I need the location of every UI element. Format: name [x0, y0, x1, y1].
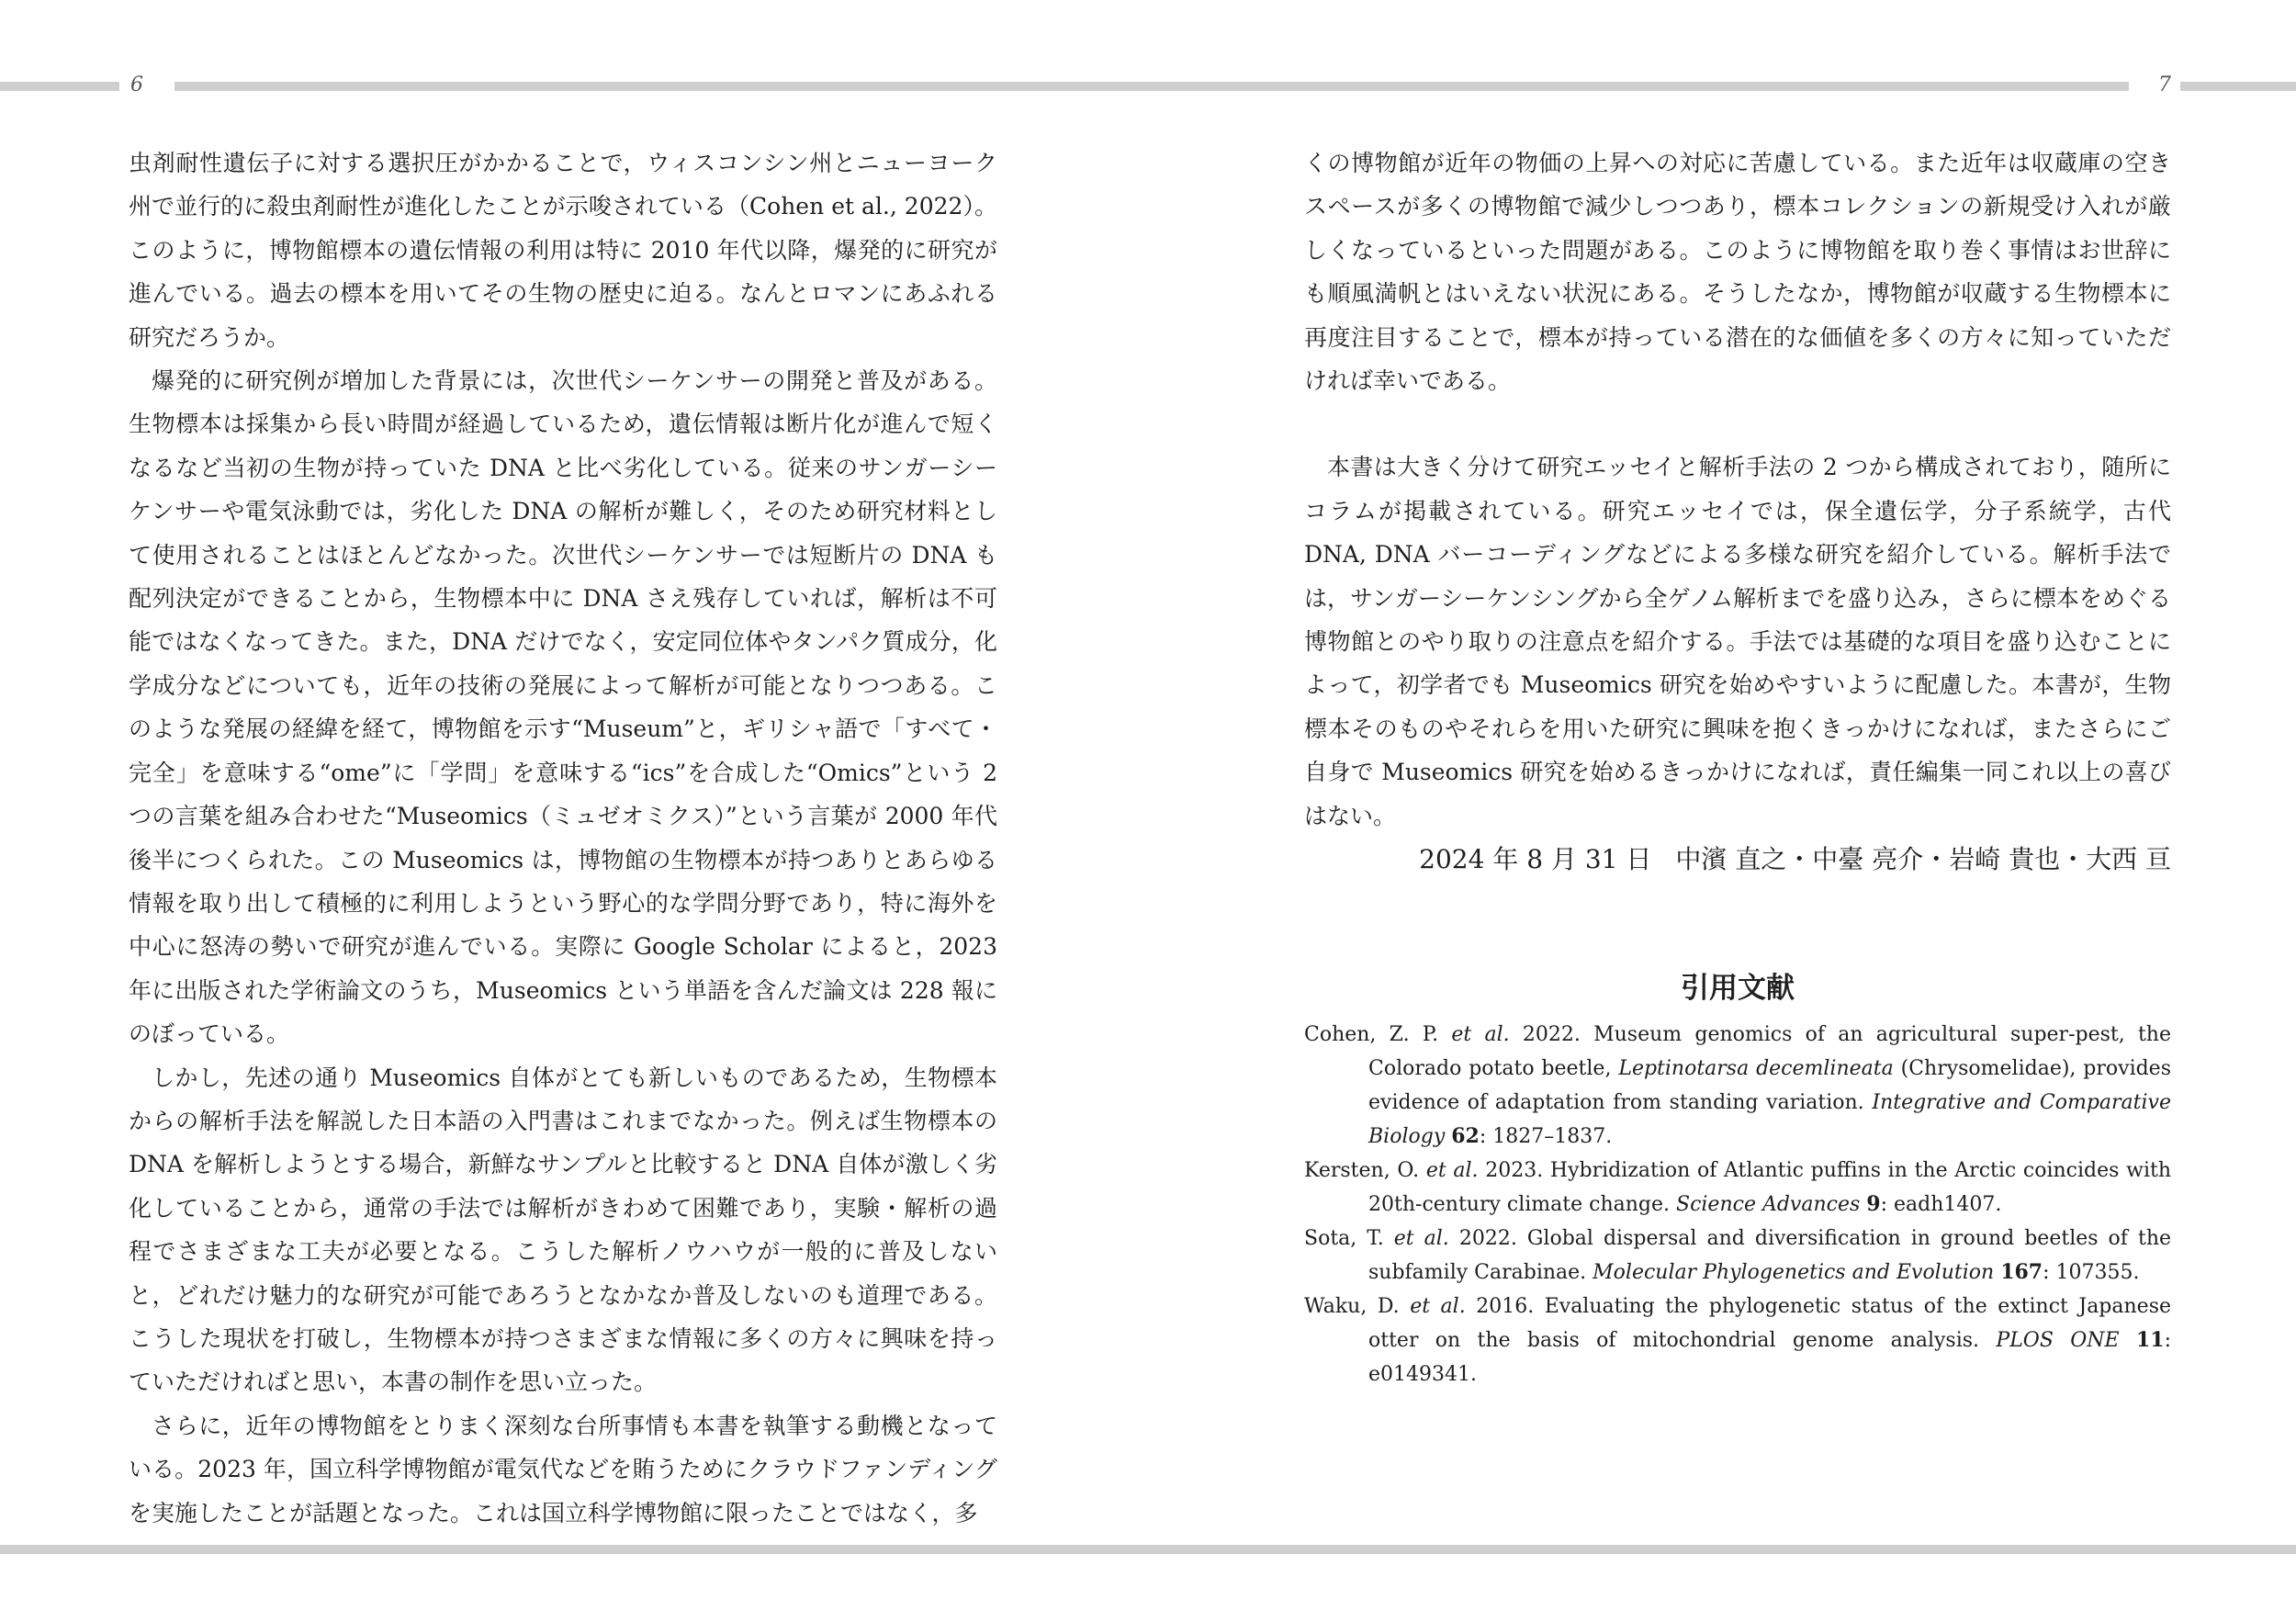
- right-page-body: [1304, 141, 2171, 838]
- signature-authors: 中濱 直之・中臺 亮介・岩崎 貴也・大西 亘: [1675, 844, 2171, 874]
- references-title: 引用文献: [1681, 972, 1795, 1005]
- body-paragraph: 爆発的に研究例が増加した背景には，次世代シーケンサーの開発と普及がある。生物標本は採集から長い時間が経過しているため，遺伝情報は断片化が進んで短くなるなど当初の生物が持っていた DNA と比べ劣化している。従来のサンガーシーケンサーや電気泳動では，劣化した DNA の解析が難しく，そのため研究材料として使用されることはほとんどなかった。次世代シーケンサーでは短断片の DNA も配列決定ができることから，生物標本中に DNA さえ残存していれば，解析は不可能ではなくなってきた。また，DNA だけでなく，安定同位体やタンパク質成分，化学成分などについても，近年の技術の発展によって解析が可能となりつつある。このような発展の経緯を経て，博物館を示す“Museum”と，ギリシャ語で「すべて・完全」を意味する“ome”に「学問」を意味する“ics”を合成した“Omics”という 2 つの言葉を組み合わせた“Museomics（ミュゼオミクス）”という言葉が 2000 年代後半につくられた。この Museomics は，博物館の生物標本が持つありとあらゆる情報を取り出して積極的に利用しようという野心的な学問分野であり，特に海外を中心に怒涛の勢いで研究が進んでいる。実際に Google Scholar によると，2023 年に出版された学術論文のうち，Museomics という単語を含んだ論文は 228 報にのぼっている。: [129, 367, 997, 1048]
- header-rule-right: [1152, 82, 2129, 91]
- header-rule-left-outer: [0, 82, 119, 91]
- footer-rule: [0, 1545, 2296, 1554]
- preface-signature: [1419, 839, 2171, 876]
- reference-entry: Sota, T. et al. 2022. Global dispersal and diversification in ground beetles of the subfamily Carabinae. Molecular Phylogenetics and Evolution 167: 107355.: [1304, 1227, 2172, 1284]
- body-paragraph: くの博物館が近年の物価の上昇への対応に苦慮している。また近年は収蔵庫の空きスペースが多くの博物館で減少しつつあり，標本コレクションの新規受け入れが厳しくなっているといった問題がある。このように博物館を取り巻く事情はお世辞にも順風満帆とはいえない状況にある。そうしたなか，博物館が収蔵する生物標本に再度注目することで，標本が持っている潜在的な価値を多くの方々に知っていただければ幸いである。: [1304, 150, 2171, 395]
- reference-entry: Kersten, O. et al. 2023. Hybridization of Atlantic puffins in the Arctic coincides with 20th-century climate change. Science Advances 9: eadh1407.: [1304, 1159, 2172, 1216]
- signature-date: 2024 年 8 月 31 日: [1419, 844, 1652, 874]
- reference-entry: Waku, D. et al. 2016. Evaluating the phylogenetic status of the extinct Japanese otter on the basis of mitochondrial genome analysis. PLOS ONE 11: e0149341.: [1304, 1295, 2172, 1386]
- references-list: [1304, 1018, 2171, 1391]
- body-paragraph: 虫剤耐性遺伝子に対する選択圧がかかることで，ウィスコンシン州とニューヨーク州で並行的に殺虫剤耐性が進化したことが示唆されている（Cohen et al., 2022）。このように，博物館標本の遺伝情報の利用は特に 2010 年代以降，爆発的に研究が進んでいる。過去の標本を用いてその生物の歴史に迫る。なんとロマンにあふれる研究だろうか。: [129, 150, 997, 351]
- left-page-body: [129, 141, 997, 1535]
- page-number-right: 7: [2158, 73, 2171, 96]
- body-paragraph: しかし，先述の通り Museomics 自体がとても新しいものであるため，生物標本からの解析手法を解説した日本語の入門書はこれまでなかった。例えば生物標本の DNA を解析しようとする場合，新鮮なサンプルと比較すると DNA 自体が激しく劣化していることから，通常の手法では解析がきわめて困難であり，実験・解析の過程でさまざまな工夫が必要となる。こうした解析ノウハウが一般的に普及しないと，どれだけ魅力的な研究が可能であろうとなかなか普及しないのも道理である。こうした現状を打破し，生物標本が持つさまざまな情報に多くの方々に興味を持っていただければと思い，本書の制作を思い立った。: [129, 1064, 997, 1396]
- body-paragraph: さらに，近年の博物館をとりまく深刻な台所事情も本書を執筆する動機となっている。2023 年，国立科学博物館が電気代などを賄うためにクラウドファンディングを実施したことが話題となった。これは国立科学博物館に限ったことではなく，多: [129, 1412, 997, 1526]
- page-number-left: 6: [130, 73, 143, 96]
- header-rule-right-outer: [2180, 82, 2296, 91]
- reference-entry: Cohen, Z. P. et al. 2022. Museum genomics of an agricultural super-pest, the Colorado potato beetle, Leptinotarsa decemlineata (Chrysomelidae), provides evidence of adaptation from standing variation. Integrative and Comparative Biology 62: 1827–1837.: [1304, 1023, 2171, 1148]
- body-paragraph: 本書は大きく分けて研究エッセイと解析手法の 2 つから構成されており，随所にコラムが掲載されている。研究エッセイでは，保全遺伝学，分子系統学，古代 DNA, DNA バーコーディングなどによる多様な研究を紹介している。解析手法では，サンガーシーケンシングから全ゲノム解析までを盛り込み，さらに標本をめぐる博物館とのやり取りの注意点を紹介する。手法では基礎的な項目を盛り込むことによって，初学者でも Museomics 研究を始めやすいように配慮した。本書が，生物標本そのものやそれらを用いた研究に興味を抱くきっかけになれば，またさらにご自身で Museomics 研究を始めるきっかけになれば，責任編集一同これ以上の喜びはない。: [1304, 454, 2171, 829]
- header-rule-left: [174, 82, 1152, 91]
